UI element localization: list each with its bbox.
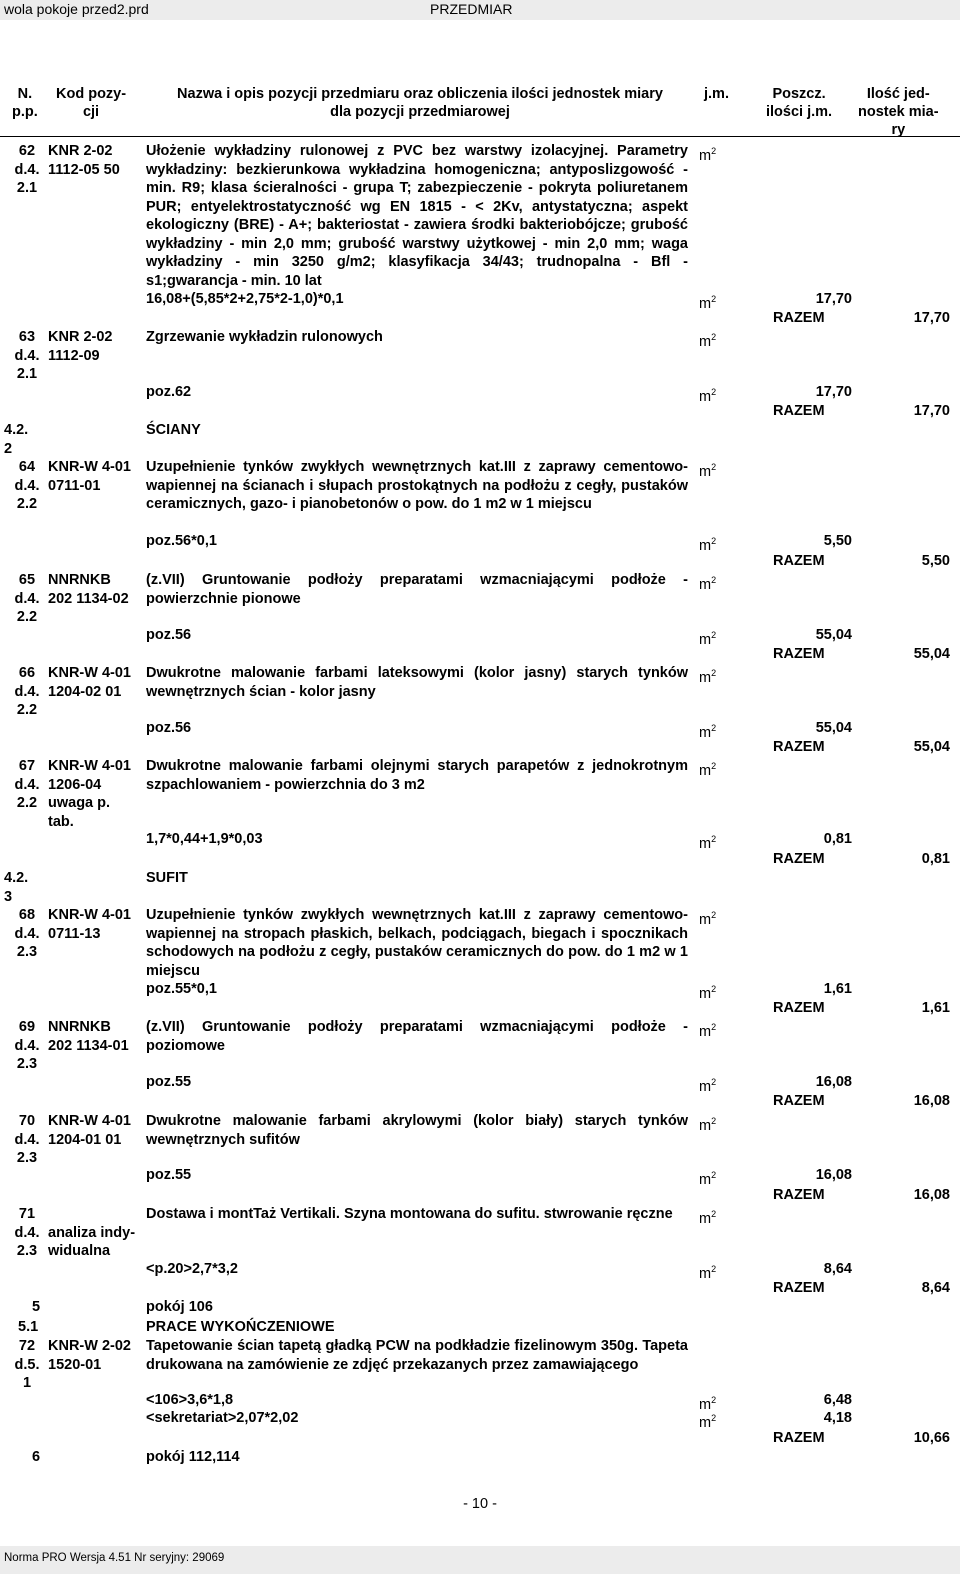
item-description: Dwukrotne malowanie farbami akrylowymi (kolor biały) starych tynków wewnętrznych sufitów xyxy=(146,1113,688,1148)
razem-value: 0,81 xyxy=(921,851,950,867)
calc-unit-2: $m^2$ xyxy=(699,1413,717,1431)
section-number: 6 xyxy=(32,1449,41,1465)
calc-formula: <106>3,6*1,8 xyxy=(146,1392,234,1408)
calc-value: 17,70 xyxy=(815,384,852,400)
calc-formula: poz.56 xyxy=(146,627,192,643)
item-description: Dostawa i montTaż Vertikali. Szyna montowana do sufitu. stwrowanie ręczne xyxy=(146,1206,673,1222)
item-description: Dwukrotne malowanie farbami olejnymi starych parapetów z jednokrotnym szpachlowaniem - powierzchnia do 3 m2 xyxy=(146,758,688,793)
razem-label: RAZEM xyxy=(773,739,825,755)
item-description: Tapetowanie ścian tapetą gładką PCW na podkładzie fizelinowym 350g. Tapeta drukowana na zamówienie ze zdjęć przekazanych przez zamawiającego xyxy=(146,1338,688,1373)
calc-unit: $m^2$ xyxy=(699,536,717,554)
item-description: Ułożenie wykładziny rulonowej z PVC bez warstwy izolacyjnej. Parametry wykładziny: bezkierunkowa wykładzina homogeniczna; antyposlizgowość - min. R9; klasa ścieralności - grupa T; zabezpieczenie - pokryta poliuretanem PUR; entyelektrostatyczność wg EN 1815 - < 2Kv, antystatyczna; aspekt ekologiczny (BRE) - A+; bakteriostat - zawiera środki bakteriobójcze; grubość wykładziny - min 2,0 mm; grubość warstwy użytkowej - min 2,0 mm; waga wykładziny - min 3250 g/m2; klasyfikacja 34/43; trudnopalna - Bfl - s1;gwarancja - min. 10 lat xyxy=(146,143,688,289)
footer-bar xyxy=(0,1546,960,1574)
section-number: 4.2. 3 xyxy=(4,870,29,905)
section-number: 5 xyxy=(32,1299,41,1315)
item-code: KNR-W 4-01 1204-02 01 xyxy=(48,665,131,700)
razem-value: 16,08 xyxy=(913,1187,950,1203)
item-number: 68 d.4. 2.3 xyxy=(14,907,40,960)
item-code: KNR-W 4-01 1206-04 uwaga p. tab. xyxy=(48,758,131,830)
razem-label: RAZEM xyxy=(773,403,825,419)
calc-value: 1,61 xyxy=(823,981,852,997)
section-title: PRACE WYKOŃCZENIOWE xyxy=(146,1319,335,1335)
document-type: PRZEDMIAR xyxy=(430,1,513,17)
item-description: (z.VII) Gruntowanie podłoży preparatami wzmacniającymi podłoże - powierzchnie pionowe xyxy=(146,572,688,607)
item-number: 64 d.4. 2.2 xyxy=(14,459,40,512)
calc-unit: $m^2$ xyxy=(699,1264,717,1282)
item-unit: $m^2$ xyxy=(699,146,717,164)
item-code: analiza indy- widualna xyxy=(48,1224,136,1259)
calc-unit: $m^2$ xyxy=(699,294,717,312)
calc-value: 55,04 xyxy=(815,627,852,643)
item-description: Zgrzewanie wykładzin rulonowych xyxy=(146,329,383,345)
calc-value: 8,64 xyxy=(823,1261,852,1277)
item-code: NNRNKB 202 1134-02 xyxy=(48,572,129,607)
calc-value: 16,08 xyxy=(815,1167,852,1183)
item-number: 69 d.4. 2.3 xyxy=(14,1019,40,1072)
item-unit: $m^2$ xyxy=(699,910,717,928)
calc-formula: poz.62 xyxy=(146,384,192,400)
section-number: 5.1 xyxy=(18,1319,39,1335)
calc-unit: $m^2$ xyxy=(699,1077,717,1095)
calc-value: 16,08 xyxy=(815,1074,852,1090)
item-code: KNR-W 4-01 0711-01 xyxy=(48,459,131,494)
calc-formula: poz.56*0,1 xyxy=(146,533,217,549)
col-jm: j.m. xyxy=(704,86,729,102)
calc-formula-2: <sekretariat>2,07*2,02 xyxy=(146,1410,299,1426)
item-unit: $m^2$ xyxy=(699,1209,717,1227)
razem-label: RAZEM xyxy=(773,310,825,326)
razem-label: RAZEM xyxy=(773,1430,825,1446)
razem-value: 8,64 xyxy=(921,1280,950,1296)
section-title: pokój 106 xyxy=(146,1299,213,1315)
razem-value: 55,04 xyxy=(913,646,950,662)
razem-value: 1,61 xyxy=(921,1000,950,1016)
calc-unit: $m^2$ xyxy=(699,387,717,405)
razem-label: RAZEM xyxy=(773,1280,825,1296)
col-ilosc: Ilość jed- nostek mia- ry xyxy=(858,86,939,138)
item-number: 62 d.4. 2.1 xyxy=(14,143,40,196)
item-number: 66 d.4. 2.2 xyxy=(14,665,40,718)
razem-value: 55,04 xyxy=(913,739,950,755)
col-poszcz: Poszcz. ilości j.m. xyxy=(766,86,833,120)
calc-unit: $m^2$ xyxy=(699,1395,717,1413)
razem-value: 17,70 xyxy=(913,403,950,419)
item-description: Uzupełnienie tynków zwykłych wewnętrznych kat.III z zaprawy cementowo-wapiennej na ścianach i słupach prostokątnych na podłożu z cegły, pustaków ceramicznych, gazo- i pianobetonów o pow. do 1 m2 w 1 miejscu xyxy=(146,459,688,512)
section-title: pokój 112,114 xyxy=(146,1449,240,1465)
document-header-bar xyxy=(0,0,960,20)
item-code: KNR 2-02 1112-05 50 xyxy=(48,143,120,178)
item-description: (z.VII) Gruntowanie podłoży preparatami wzmacniającymi podłoże - poziomowe xyxy=(146,1019,688,1054)
col-nazwa: Nazwa i opis pozycji przedmiaru oraz obliczenia ilości jednostek miary dla pozycji przedmiarowej xyxy=(177,86,663,120)
col-np: N. p.p. xyxy=(12,86,38,120)
calc-formula: poz.55 xyxy=(146,1074,192,1090)
razem-label: RAZEM xyxy=(773,553,825,569)
razem-label: RAZEM xyxy=(773,851,825,867)
col-kod: Kod pozy- cji xyxy=(56,86,127,120)
item-unit: $m^2$ xyxy=(699,575,717,593)
calc-formula: 1,7*0,44+1,9*0,03 xyxy=(146,831,263,847)
calc-unit: $m^2$ xyxy=(699,630,717,648)
item-unit: $m^2$ xyxy=(699,761,717,779)
item-description: Uzupełnienie tynków zwykłych wewnętrznych kat.III z zaprawy cementowo-wapiennej na stropach płaskich, belkach, podciągach, biegach i spocznikach schodowych na podłożu z cegły, pustaków ceramicznych do pow. do 1 m2 w 1 miejscu xyxy=(146,907,688,979)
item-unit: $m^2$ xyxy=(699,1022,717,1040)
calc-unit: $m^2$ xyxy=(699,834,717,852)
item-unit: $m^2$ xyxy=(699,1116,717,1134)
razem-value: 17,70 xyxy=(913,310,950,326)
item-code: KNR 2-02 1112-09 xyxy=(48,329,113,364)
calc-formula: <p.20>2,7*3,2 xyxy=(146,1261,238,1277)
calc-value: 6,48 xyxy=(823,1392,852,1408)
section-title: SUFIT xyxy=(146,870,188,886)
calc-value: 55,04 xyxy=(815,720,852,736)
item-number: 70 d.4. 2.3 xyxy=(14,1113,40,1166)
page-number: - 10 - xyxy=(463,1496,497,1512)
calc-value: 17,70 xyxy=(815,291,852,307)
item-number: 71 d.4. 2.3 xyxy=(14,1206,40,1259)
section-number: 4.2. 2 xyxy=(4,422,29,457)
calc-unit: $m^2$ xyxy=(699,723,717,741)
item-code: KNR-W 4-01 0711-13 xyxy=(48,907,131,942)
razem-label: RAZEM xyxy=(773,1000,825,1016)
calc-formula: 16,08+(5,85*2+2,75*2-1,0)*0,1 xyxy=(146,291,344,307)
item-code: KNR-W 4-01 1204-01 01 xyxy=(48,1113,131,1148)
calc-value-2: 4,18 xyxy=(823,1410,852,1426)
calc-unit: $m^2$ xyxy=(699,1170,717,1188)
item-unit: $m^2$ xyxy=(699,462,717,480)
item-code: NNRNKB 202 1134-01 xyxy=(48,1019,129,1054)
razem-value: 10,66 xyxy=(913,1430,950,1446)
razem-label: RAZEM xyxy=(773,1187,825,1203)
calc-unit: $m^2$ xyxy=(699,984,717,1002)
item-unit: $m^2$ xyxy=(699,668,717,686)
item-number: 72 d.5. 1 xyxy=(14,1338,40,1391)
calc-value: 0,81 xyxy=(823,831,852,847)
file-name: wola pokoje przed2.prd xyxy=(4,1,149,17)
calc-formula: poz.55 xyxy=(146,1167,192,1183)
section-title: ŚCIANY xyxy=(146,422,201,438)
razem-label: RAZEM xyxy=(773,1093,825,1109)
razem-label: RAZEM xyxy=(773,646,825,662)
header-rule xyxy=(0,136,960,137)
item-code: KNR-W 2-02 1520-01 xyxy=(48,1338,131,1373)
item-number: 67 d.4. 2.2 xyxy=(14,758,40,811)
calc-formula: poz.55*0,1 xyxy=(146,981,217,997)
item-description: Dwukrotne malowanie farbami lateksowymi (kolor jasny) starych tynków wewnętrznych ścian - kolor jasny xyxy=(146,665,688,700)
footer-text: Norma PRO Wersja 4.51 Nr seryjny: 29069 xyxy=(4,1552,225,1564)
calc-formula: poz.56 xyxy=(146,720,192,736)
razem-value: 5,50 xyxy=(921,553,950,569)
item-number: 65 d.4. 2.2 xyxy=(14,572,40,625)
calc-value: 5,50 xyxy=(823,533,852,549)
razem-value: 16,08 xyxy=(913,1093,950,1109)
item-number: 63 d.4. 2.1 xyxy=(14,329,40,382)
item-unit: $m^2$ xyxy=(699,332,717,350)
